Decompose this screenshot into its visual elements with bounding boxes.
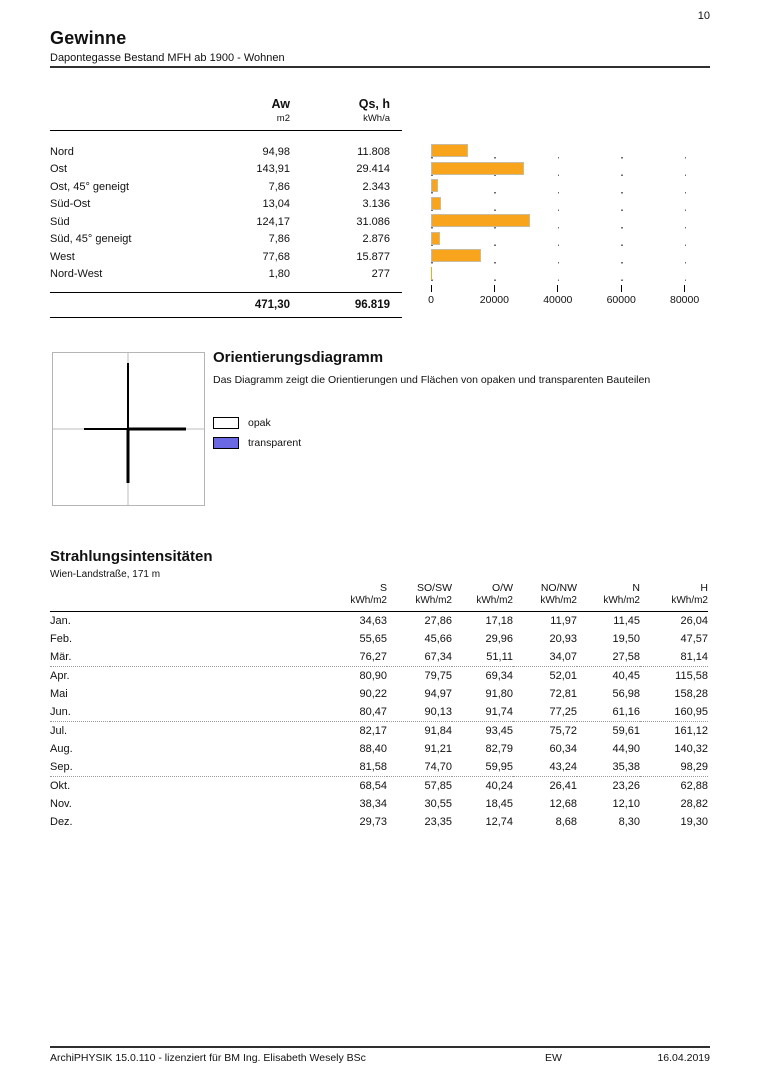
radiation-row-value: 18,45 (485, 798, 513, 810)
gains-row-area-value: 124,17 (256, 215, 290, 228)
transparent-swatch (213, 437, 239, 449)
radiation-row-value: 11,97 (550, 615, 577, 627)
radiation-row-value: 23,35 (424, 816, 452, 828)
radiation-row-month: Feb. (50, 633, 73, 645)
radiation-col-unit: kWh/m2 (110, 595, 387, 612)
radiation-row-value: 8,68 (555, 816, 577, 828)
gains-row (50, 248, 402, 266)
radiation-row-value: 43,24 (513, 758, 577, 777)
gains-units-row (50, 113, 402, 131)
radiation-row-month: Dez. (50, 816, 73, 828)
radiation-row-value: 57,85 (424, 780, 452, 792)
radiation-subtitle: Wien-Landstraße, 171 m (50, 569, 161, 580)
radiation-units-row (50, 595, 708, 612)
gains-row-gain-value: 11.808 (357, 145, 390, 158)
gains-row-label: Nord (50, 145, 74, 158)
radiation-row-value: 90,22 (359, 688, 387, 700)
radiation-table-body (50, 612, 708, 832)
radiation-row-month: Aug. (50, 743, 73, 755)
chart-bar-5 (431, 232, 440, 245)
radiation-row-value: 61,16 (577, 703, 640, 722)
radiation-row (50, 630, 708, 648)
radiation-row-value: 60,34 (549, 743, 577, 755)
radiation-row-value: 72,81 (549, 688, 577, 700)
gains-row-label: Süd-Ost (50, 198, 91, 211)
chart-bar-row (431, 177, 731, 195)
radiation-row-value: 40,24 (485, 780, 513, 792)
gains-total-row (50, 293, 402, 318)
radiation-row-value: 82,79 (485, 743, 513, 755)
gains-spacer-row (50, 283, 402, 293)
radiation-row-value: 29,73 (359, 816, 387, 828)
radiation-row-value: 12,68 (549, 798, 577, 810)
radiation-row-value: 12,74 (485, 816, 513, 828)
radiation-row-value: 28,82 (680, 798, 708, 810)
radiation-row-month: Nov. (50, 798, 72, 810)
radiation-row-value: 17,18 (485, 615, 513, 627)
gains-row (50, 178, 402, 196)
chart-bar-3 (431, 197, 441, 210)
radiation-row-value: 38,34 (359, 798, 387, 810)
radiation-row-value: 115,58 (675, 670, 708, 682)
radiation-row-value: 69,34 (485, 670, 513, 682)
radiation-row-value: 81,58 (110, 758, 387, 777)
gains-bar-chart (428, 142, 731, 314)
chart-bar-7 (431, 267, 432, 280)
radiation-title: Strahlungsintensitäten (50, 548, 213, 565)
radiation-units-empty (50, 595, 110, 612)
radiation-row-month: Apr. (50, 670, 70, 682)
chart-bar-4 (431, 214, 530, 227)
radiation-row (50, 777, 708, 796)
radiation-row-value: 51,11 (452, 648, 513, 667)
radiation-row (50, 648, 708, 667)
chart-bar-row (431, 247, 731, 265)
gains-row-area-value: 143,91 (256, 163, 290, 176)
opak-swatch (213, 417, 239, 429)
gains-row-gain-value: 31.086 (356, 215, 390, 228)
chart-axis-tick-label: 0 (428, 294, 434, 306)
gains-row-area-value: 7,86 (268, 180, 290, 193)
orientation-legend (213, 413, 301, 453)
radiation-row-value: 20,93 (549, 633, 577, 645)
radiation-row-value: 88,40 (359, 743, 387, 755)
legend-item-opak (213, 413, 301, 433)
gains-row-gain-value: 15.877 (356, 250, 390, 263)
radiation-row-value: 59,95 (452, 758, 513, 777)
gains-row (50, 213, 402, 231)
gains-header-row (50, 95, 402, 113)
chart-bar-2 (431, 179, 438, 192)
radiation-row-value: 91,21 (424, 743, 452, 755)
radiation-row-value: 76,27 (110, 648, 387, 667)
radiation-row (50, 813, 708, 831)
radiation-row-value: 52,01 (549, 670, 577, 682)
radiation-col-unit: kWh/m2 (640, 595, 708, 612)
radiation-row-value: 8,30 (618, 816, 640, 828)
radiation-row-value: 80,90 (359, 670, 387, 682)
orientation-diagram-svg (53, 353, 204, 505)
chart-bar-6 (431, 249, 481, 262)
radiation-row-value: 47,57 (680, 633, 708, 645)
radiation-row-value: 74,70 (387, 758, 452, 777)
chart-axis-tick-label: 40000 (543, 294, 573, 306)
gains-spacer-row (50, 131, 402, 144)
radiation-row-value: 160,95 (640, 703, 708, 722)
gains-row (50, 143, 402, 161)
radiation-col-unit: kWh/m2 (513, 595, 577, 612)
gains-row-gain-value: 2.343 (362, 180, 390, 193)
gains-header-empty (50, 95, 200, 113)
page-title: Gewinne (50, 28, 127, 48)
gains-table-body (50, 143, 402, 283)
radiation-row-value: 56,98 (612, 688, 640, 700)
gains-row-label: West (50, 250, 75, 263)
gains-row-label: Nord-West (50, 268, 103, 281)
gains-row-area-value: 77,68 (262, 250, 290, 263)
radiation-header-row (50, 580, 708, 595)
radiation-row-value: 26,04 (680, 615, 708, 627)
radiation-row (50, 722, 708, 741)
radiation-table (50, 580, 708, 831)
radiation-row-value: 19,30 (680, 816, 708, 828)
radiation-row-value: 11,45 (613, 615, 640, 627)
radiation-row (50, 758, 708, 777)
radiation-col-header: SO/SW (416, 581, 452, 594)
gains-total-empty (50, 293, 200, 318)
gains-row-gain-value: 29.414 (356, 163, 390, 176)
radiation-row-value: 67,34 (387, 648, 452, 667)
legend-item-transparent (213, 433, 301, 453)
legend-label: opak (248, 417, 271, 429)
chart-bar-row (431, 212, 731, 230)
radiation-row-value: 19,50 (612, 633, 640, 645)
radiation-row-value: 59,61 (612, 725, 640, 737)
radiation-row-value: 55,65 (359, 633, 387, 645)
gains-row-area-value: 7,86 (268, 233, 290, 246)
gains-table (50, 95, 402, 318)
gains-row-area-value: 13,04 (262, 198, 290, 211)
radiation-row-value: 34,63 (359, 615, 387, 627)
gains-row-gain-value: 2.876 (362, 233, 390, 246)
radiation-row-value: 27,86 (424, 615, 452, 627)
radiation-row-value: 26,41 (549, 780, 577, 792)
radiation-row-value: 140,32 (674, 743, 708, 755)
chart-axis-tick-label: 80000 (669, 294, 700, 306)
chart-bar-1 (431, 162, 524, 175)
radiation-row-month: Okt. (50, 780, 71, 792)
chart-bar-row (431, 160, 731, 178)
radiation-row-value: 12,10 (612, 798, 640, 810)
radiation-row-value: 90,13 (387, 703, 452, 722)
orientation-title: Orientierungsdiagramm (213, 349, 384, 366)
radiation-row-value: 62,88 (680, 780, 708, 792)
header-rule (50, 66, 710, 68)
chart-axis-tick-label: 60000 (606, 294, 636, 306)
radiation-row-value: 98,29 (640, 758, 708, 777)
radiation-row-value: 161,12 (674, 725, 708, 737)
radiation-row-value: 79,75 (424, 670, 452, 682)
legend-label: transparent (248, 437, 302, 449)
radiation-row-month: Sep. (50, 758, 110, 777)
orientation-description: Das Diagramm zeigt die Orientierungen und Flächen von opaken und transparenten Bauteilen (213, 374, 651, 386)
radiation-row (50, 703, 708, 722)
radiation-row-value: 27,58 (577, 648, 640, 667)
radiation-row (50, 612, 708, 631)
radiation-row-value: 68,54 (359, 780, 387, 792)
gains-row-area-value: 1,80 (268, 268, 290, 281)
radiation-row-value: 91,84 (424, 725, 452, 737)
radiation-row-value: 44,90 (612, 743, 640, 755)
radiation-col-unit: kWh/m2 (387, 595, 452, 612)
radiation-row-value: 91,74 (452, 703, 513, 722)
radiation-row-value: 30,55 (424, 798, 452, 810)
gains-row-label: Süd, 45° geneigt (50, 233, 132, 246)
gains-row-area-value: 94,98 (262, 145, 290, 158)
chart-bars (431, 142, 731, 314)
gains-row (50, 231, 402, 249)
radiation-row-month: Jun. (50, 703, 110, 722)
chart-bar-row (431, 230, 731, 248)
radiation-row (50, 667, 708, 686)
radiation-row-value: 77,25 (513, 703, 577, 722)
radiation-col-header: H (700, 581, 708, 594)
radiation-row-value: 94,97 (424, 688, 452, 700)
radiation-row-value: 75,72 (549, 725, 577, 737)
footer-license-text: ArchiPHYSIK 15.0.110 - lizenziert für BM Ing. Elisabeth Wesely BSc (50, 1052, 366, 1064)
page-subtitle: Dapontegasse Bestand MFH ab 1900 - Wohnen (50, 52, 285, 64)
radiation-row-value: 35,38 (577, 758, 640, 777)
gains-units-empty (50, 113, 200, 131)
gains-units-gain: kWh/a (290, 113, 402, 131)
gains-units-area: m2 (200, 113, 290, 131)
radiation-row-value: 34,07 (513, 648, 577, 667)
chart-bar-row (431, 142, 731, 160)
radiation-header-empty (50, 580, 110, 595)
radiation-row (50, 685, 708, 703)
chart-axis-tick-label: 20000 (479, 294, 509, 306)
gains-total-area: 471,30 (200, 293, 290, 318)
radiation-col-unit: kWh/m2 (452, 595, 513, 612)
radiation-row-value: 45,66 (424, 633, 452, 645)
radiation-row-value: 40,45 (612, 670, 640, 682)
gains-row-label: Ost, 45° geneigt (50, 180, 130, 193)
gains-row (50, 161, 402, 179)
radiation-col-header: N (632, 581, 640, 594)
gains-total-gain: 96.819 (290, 293, 402, 318)
gains-row (50, 266, 402, 284)
chart-bar-row (431, 265, 731, 283)
radiation-row-value: 93,45 (485, 725, 513, 737)
gains-row-label: Ost (50, 163, 68, 176)
footer-rule (50, 1046, 710, 1048)
gains-row-gain-value: 277 (371, 268, 390, 281)
footer-date: 16.04.2019 (657, 1052, 710, 1064)
radiation-col-header: O/W (492, 581, 513, 594)
radiation-row-value: 158,28 (674, 688, 708, 700)
radiation-row-value: 29,96 (485, 633, 513, 645)
page-number: 10 (697, 10, 710, 22)
radiation-row-month: Mär. (50, 648, 110, 667)
radiation-row-value: 80,47 (110, 703, 387, 722)
radiation-col-unit: kWh/m2 (577, 595, 640, 612)
gains-row-label: Süd (50, 215, 70, 228)
footer-initials: EW (545, 1052, 562, 1064)
radiation-row-value: 91,80 (485, 688, 513, 700)
radiation-row-month: Mai (50, 688, 68, 700)
radiation-row-value: 23,26 (612, 780, 640, 792)
radiation-row-value: 82,17 (359, 725, 387, 737)
gains-row-gain-value: 3.136 (362, 198, 390, 211)
radiation-col-header: S (379, 581, 387, 594)
radiation-row (50, 795, 708, 813)
radiation-col-header: NO/NW (540, 581, 577, 594)
gains-header-gain: Qs, h (358, 97, 390, 111)
chart-bar-row (431, 195, 731, 213)
gains-header-area: Aw (271, 97, 290, 111)
chart-bar-0 (431, 144, 468, 157)
orientation-diagram (52, 352, 205, 506)
radiation-row-value: 81,14 (640, 648, 708, 667)
radiation-row-month: Jan. (50, 615, 71, 627)
radiation-row (50, 740, 708, 758)
gains-row (50, 196, 402, 214)
radiation-row-month: Jul. (50, 725, 68, 737)
